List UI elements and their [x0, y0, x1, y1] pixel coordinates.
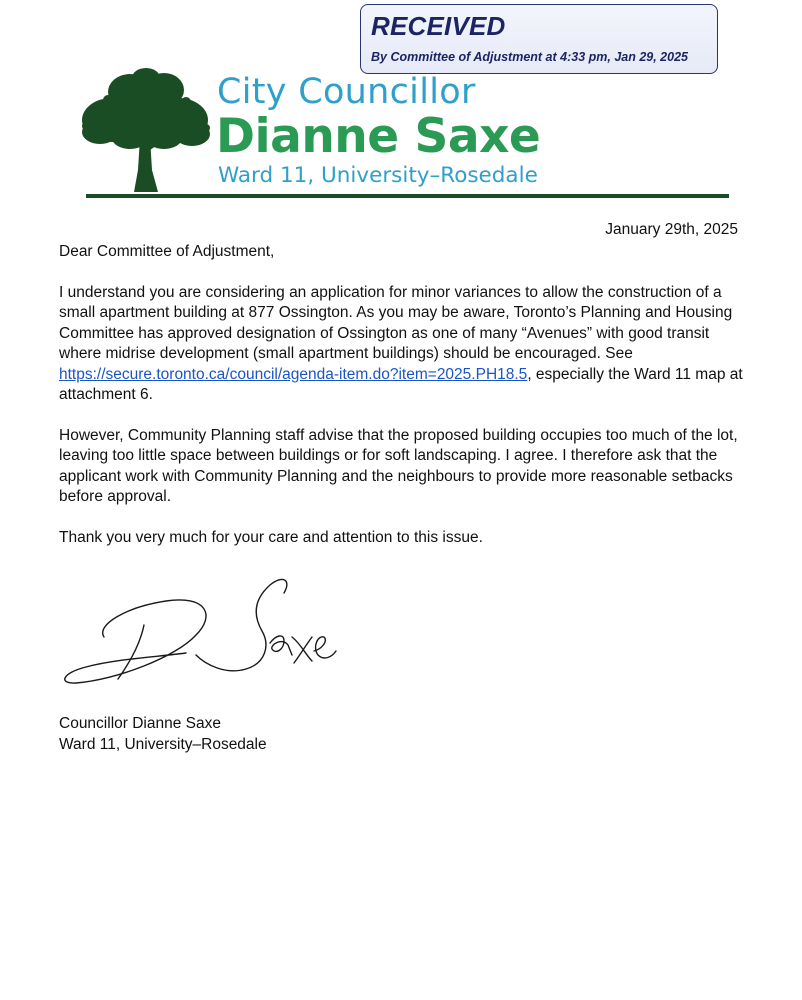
- paragraph-2: However, Community Planning staff advise that the proposed building occupies too much of the lot, leaving too little space between buildings or for soft landscaping. I agree. I therefore ask that the applicant work with Community Planning and the neighbours to provide more reasonable setbacks before approval.: [59, 426, 738, 505]
- paragraph-3: Thank you very much for your care and attention to this issue.: [59, 528, 483, 546]
- paragraph-1-text-a: I understand you are considering an application for minor variances to allow the construction of a small apartment building at 877 Ossington. As you may be aware, Toronto’s Planning and Housing Committee has approved designation of Ossington as one of many “Avenues” with good transit where midrise development (small apartment buildings) should be encouraged. See: [59, 283, 733, 362]
- letterhead-title: City Councillor: [217, 72, 476, 112]
- paragraph-1: [59, 283, 749, 406]
- letterhead-name: Dianne Saxe: [216, 109, 541, 164]
- signoff-ward: Ward 11, University–Rosedale: [59, 736, 267, 753]
- received-stamp: [360, 4, 718, 74]
- tree-icon: [78, 66, 214, 198]
- signature-icon: [56, 565, 356, 695]
- paragraph-1-text-b: , especially the Ward 11 map at attachment 6.: [59, 365, 743, 403]
- salutation: Dear Committee of Adjustment,: [59, 243, 275, 260]
- agenda-item-link[interactable]: https://secure.toronto.ca/council/agenda-item.do?item=2025.PH18.5: [59, 365, 528, 383]
- letter-body: [59, 242, 749, 568]
- signoff-name: Councillor Dianne Saxe: [59, 715, 221, 732]
- stamp-subtitle: By Committee of Adjustment at 4:33 pm, Jan 29, 2025: [371, 50, 688, 64]
- signoff: [59, 713, 267, 755]
- stamp-title: RECEIVED: [371, 11, 506, 41]
- letterhead-ward: Ward 11, University–Rosedale: [218, 163, 538, 188]
- letterhead-divider: [86, 194, 729, 198]
- letter-date: January 29th, 2025: [605, 221, 738, 238]
